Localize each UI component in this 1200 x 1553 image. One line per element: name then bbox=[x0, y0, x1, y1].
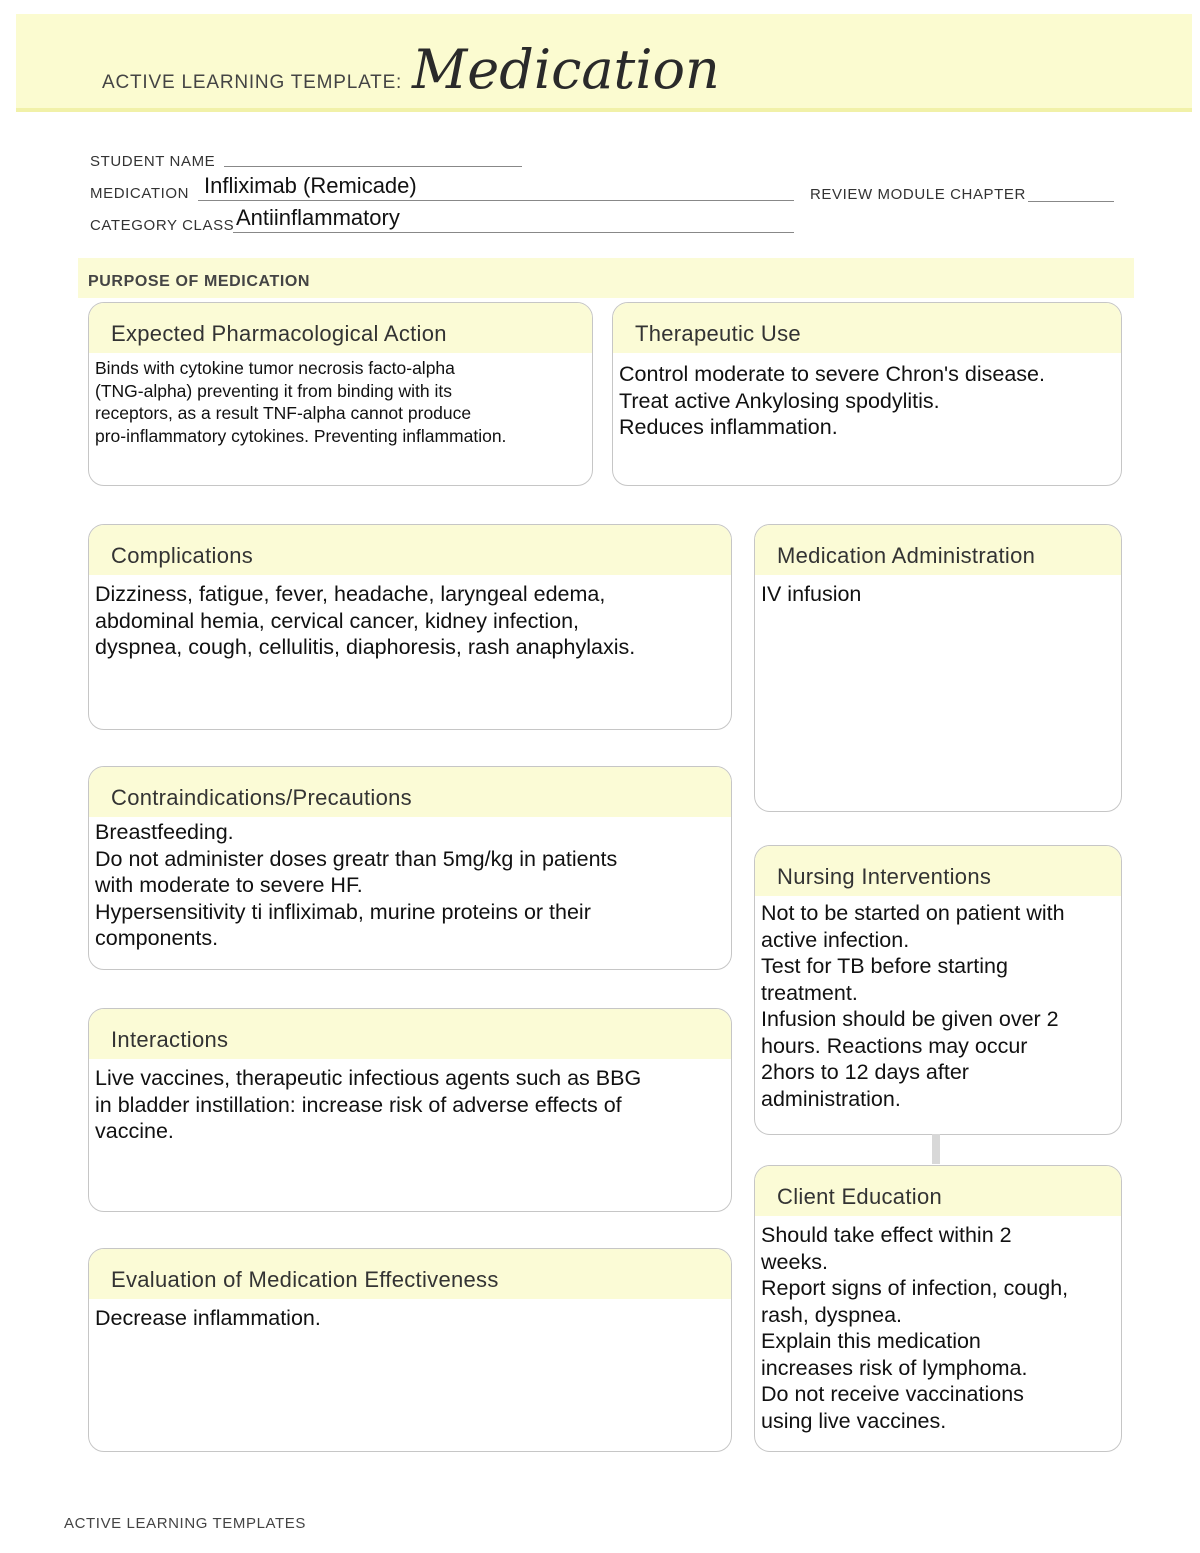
category-class-label: CATEGORY CLASS bbox=[90, 217, 235, 234]
therapeutic-use-text[interactable]: Control moderate to severe Chron's disease. Treat active Ankylosing spodylitis. Reduces inflammation. bbox=[619, 362, 1045, 439]
nursing-interventions-text[interactable]: Not to be started on patient with active infection. Test for TB before starting treatment. Infusion should be given over 2 hours. Reactions may occur 2hors to 12 days after administration. bbox=[761, 901, 1065, 1111]
footer-text: ACTIVE LEARNING TEMPLATES bbox=[64, 1515, 306, 1532]
interactions-title: Interactions bbox=[89, 1009, 731, 1059]
evaluation-text[interactable]: Decrease inflammation. bbox=[95, 1306, 321, 1330]
evaluation-box bbox=[88, 1248, 732, 1452]
review-module-line bbox=[1028, 201, 1114, 202]
template-prefix: ACTIVE LEARNING TEMPLATE: bbox=[102, 72, 403, 93]
review-module-label: REVIEW MODULE CHAPTER bbox=[810, 186, 1026, 203]
nursing-interventions-box bbox=[754, 845, 1122, 1135]
client-education-box bbox=[754, 1165, 1122, 1452]
complications-text[interactable]: Dizziness, fatigue, fever, headache, laryngeal edema, abdominal hemia, cervical cancer, kidney infection, dyspnea, cough, cellulitis, diaphoresis, rash anaphylaxis. bbox=[95, 582, 636, 659]
student-name-label: STUDENT NAME bbox=[90, 153, 216, 170]
purpose-label: PURPOSE OF MEDICATION bbox=[88, 273, 311, 290]
client-education-text[interactable]: Should take effect within 2 weeks. Report signs of infection, cough, rash, dyspnea. Explain this medication increases risk of lymphoma. Do not receive vaccinations using live vaccines. bbox=[761, 1223, 1069, 1433]
purpose-of-medication-bar bbox=[78, 258, 1134, 298]
category-class-line bbox=[233, 232, 794, 233]
nursing-interventions-title: Nursing Interventions bbox=[755, 846, 1121, 896]
contraindications-title: Contraindications/Precautions bbox=[89, 767, 731, 817]
medication-label: MEDICATION bbox=[90, 185, 190, 202]
medication-line bbox=[198, 200, 794, 201]
interactions-text[interactable]: Live vaccines, therapeutic infectious agents such as BBG in bladder instillation: increase risk of adverse effects of vaccine. bbox=[95, 1066, 642, 1143]
evaluation-title: Evaluation of Medication Effectiveness bbox=[89, 1249, 731, 1299]
administration-title: Medication Administration bbox=[755, 525, 1121, 575]
client-education-title: Client Education bbox=[755, 1166, 1121, 1216]
contraindications-box bbox=[88, 766, 732, 970]
therapeutic-use-title: Therapeutic Use bbox=[613, 303, 1121, 353]
complications-title: Complications bbox=[89, 525, 731, 575]
expected-action-title: Expected Pharmacological Action bbox=[89, 303, 592, 353]
student-name-line bbox=[224, 166, 522, 167]
therapeutic-use-box bbox=[612, 302, 1122, 486]
expected-action-text[interactable]: Binds with cytokine tumor necrosis facto-alpha (TNG-alpha) preventing it from binding with its receptors, as a result TNF-alpha cannot produce pro-inflammatory cytokines. Preventing inflammation. bbox=[95, 358, 507, 446]
complications-box bbox=[88, 524, 732, 730]
expected-action-box bbox=[88, 302, 593, 486]
category-class-field[interactable]: Antiinflammatory bbox=[236, 205, 400, 230]
box-connector bbox=[932, 1134, 940, 1164]
administration-box bbox=[754, 524, 1122, 812]
contraindications-text[interactable]: Breastfeeding. Do not administer doses greatr than 5mg/kg in patients with moderate to severe HF. Hypersensitivity ti infliximab, murine proteins or their components. bbox=[95, 820, 618, 950]
medication-field[interactable]: Infliximab (Remicade) bbox=[204, 173, 417, 198]
administration-text[interactable]: IV infusion bbox=[761, 582, 862, 606]
interactions-box bbox=[88, 1008, 732, 1212]
page-title: Medication bbox=[412, 38, 720, 101]
